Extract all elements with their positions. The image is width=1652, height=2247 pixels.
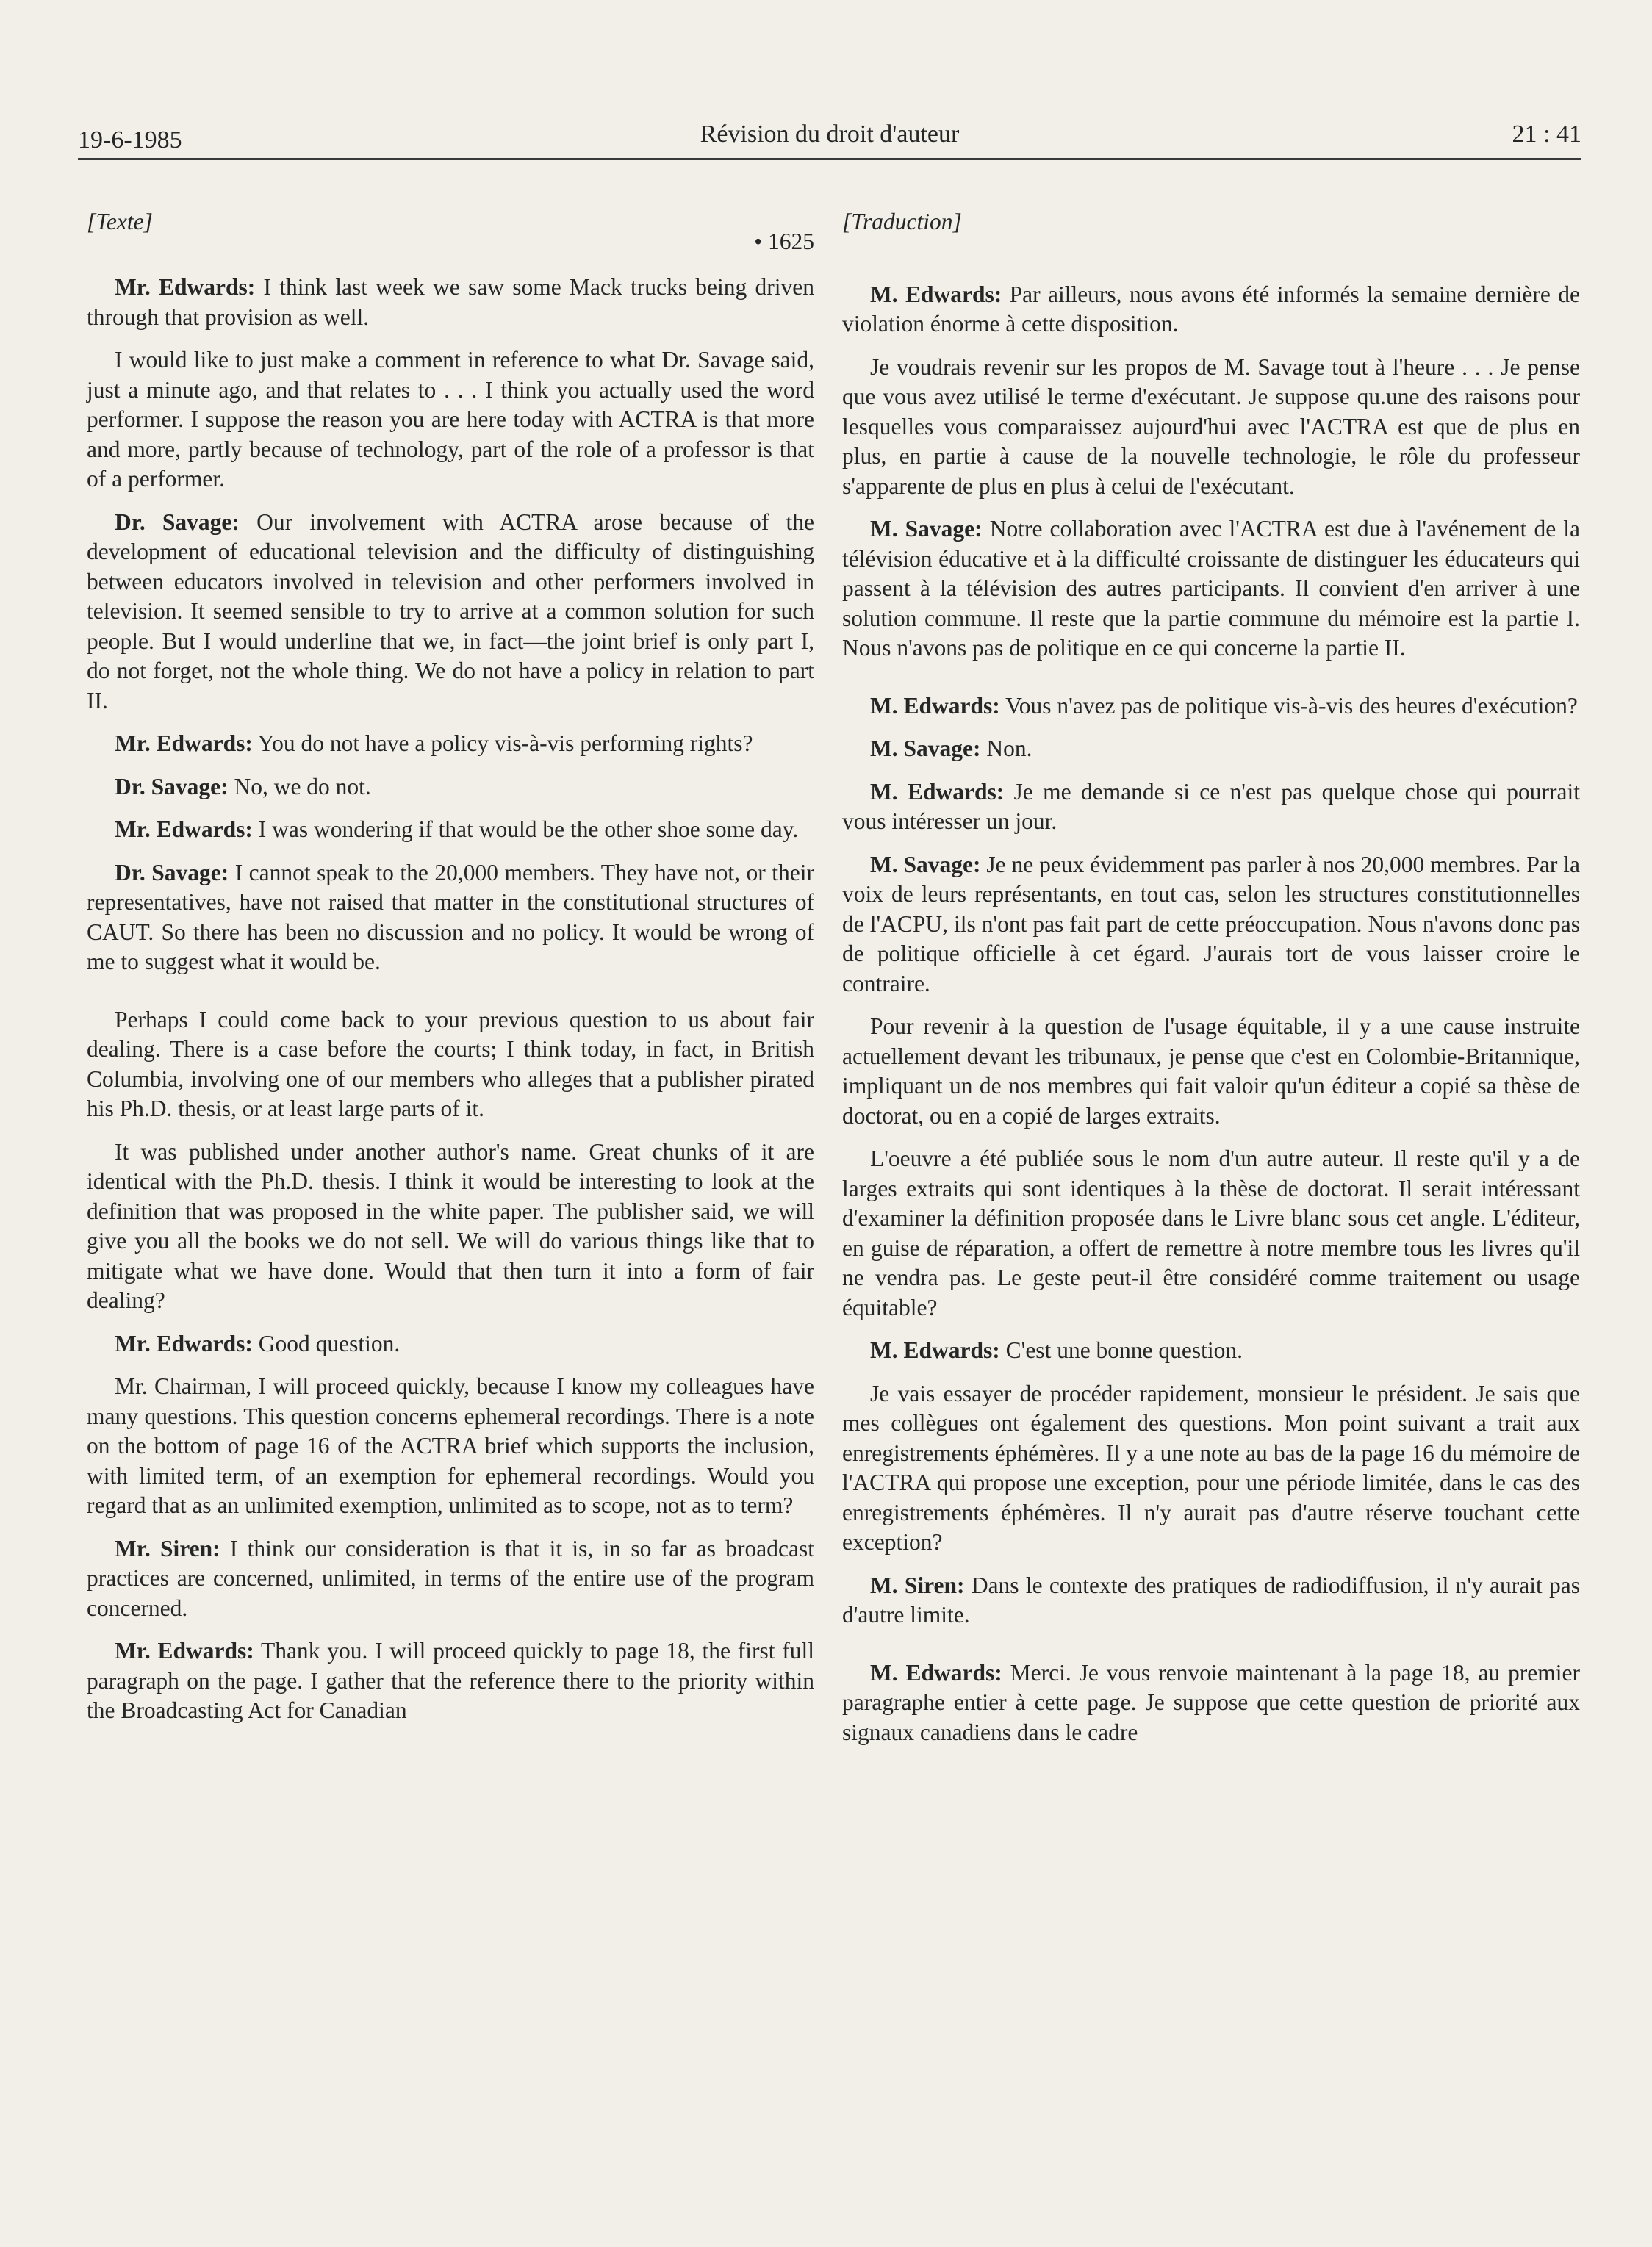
paragraph [842,353,1580,502]
paragraph-text: Good question. [252,1330,401,1356]
paragraph [87,1005,814,1124]
speaker-name: M. Edwards: [870,692,1000,719]
header-rule [78,158,1581,160]
speaker-name: M. Edwards: [870,1337,1000,1363]
paragraph-text: Pour revenir à la question de l'usage équitable, il y a une cause instruite actuellement devant les tribunaux, je pense que c'est en Colombie-Britannique, impliquant un de nos membres qui fait valoir qu'un éditeur a copié sa thèse de doctorat, ou en a copié de larges extraits. [842,1013,1580,1129]
paragraph-text: Dans le contexte des pratiques de radiodiffusion, il n'y aurait pas d'autre limite. [842,1572,1580,1628]
paragraph [87,273,814,332]
paragraph-text: It was published under another author's name. Great chunks of it are identical with the Ph.D. thesis. I think it would be interesting to look at the definition that was proposed in the white paper. The publisher said, we will give you all the books we do not sell. We will do various things like that to mitigate what we have done. Would that then turn it into a form of fair dealing? [87,1138,814,1313]
paragraph-text: I think last week we saw some Mack trucks being driven through that provision as well. [87,274,814,330]
paragraph [842,691,1580,722]
speaker-name: Mr. Edwards: [115,730,253,756]
speaker-name: M. Siren: [870,1572,965,1598]
paragraph [842,1012,1580,1131]
speaker-name: M. Savage: [870,736,981,761]
paragraph-gap [87,991,814,1005]
paragraph [842,280,1580,339]
paragraph-text: Thank you. I will proceed quickly to page 18, the first full paragraph on the page. I gather that the reference there to the priority within the Broadcasting Act for Canadian [87,1638,814,1723]
speaker-name: M. Edwards: [870,281,1002,307]
section-tag: [Traduction] [842,209,962,234]
paragraph [842,514,1580,664]
page-header [78,118,1581,159]
paragraph-text: Notre collaboration avec l'ACTRA est due à l'avénement de la télévision éducative et à la difficulté croissante de distinguer les éducateurs qui passent à la télévision des autres participants. Il convient d'en arriver à une solution commune. Il reste que la partie commune du mémoire est la partie I. Nous n'avons pas de politique en ce qui concerne la partie II. [842,516,1580,661]
speaker-name: Mr. Edwards: [115,816,253,842]
paragraph [87,729,814,759]
speaker-name: Mr. Edwards: [115,1638,254,1664]
paragraph-text: Non. [980,736,1032,761]
paragraph-text: C'est une bonne question. [999,1337,1243,1363]
speaker-name: M. Savage: [870,516,983,542]
right-column-french [842,207,1580,1761]
paragraph-text: I cannot speak to the 20,000 members. They have not, or their representatives, have not raised that matter in the constitutional structures of CAUT. So there has been no discussion and no policy. It would be wrong of me to suggest what it would be. [87,859,814,974]
paragraph [842,1144,1580,1323]
paragraph-text: Perhaps I could come back to your previous question to us about fair dealing. There is a case before the courts; I think today, in fact, in British Columbia, involving one of our members who alleges that a publisher pirated his Ph.D. thesis, or at least large parts of it. [87,1006,814,1121]
spacer [842,254,1580,280]
paragraph-text: Je ne peux évidemment pas parler à nos 20,000 membres. Par la voix de leurs représentants, en tout cas, selon les structures constitutionnelles de l'ACPU, ils n'ont pas fait part de cette préoccupation. Nous n'avons donc pas de politique officielle à cet égard. J'aurais tort de vous laisser croire le contraire. [842,851,1580,996]
timestamp: • 1625 [754,228,814,254]
paragraph-text: Mr. Chairman, I will proceed quickly, because I know my colleagues have many questions. This question concerns ephemeral recordings. There is a note on the bottom of page 16 of the ACTRA brief which supports the inclusion, with limited term, of an exemption for ephemeral recordings. Would you regard that as an unlimited exemption, unlimited as to scope, not as to term? [87,1373,814,1518]
paragraph [842,777,1580,837]
paragraph-gap [842,677,1580,691]
speaker-name: Mr. Siren: [115,1535,220,1561]
paragraph [87,1534,814,1624]
paragraph-gap [842,1644,1580,1658]
speaker-name: Dr. Savage: [115,859,229,885]
paragraph [87,508,814,716]
paragraph-text: I would like to just make a comment in reference to what Dr. Savage said, just a minute ago, and that relates to . . . I think you actually used the word performer. I suppose the reason you are here today with ACTRA is that more and more, partly because of technology, part of the role of a professor is that of a performer. [87,347,814,492]
speaker-name: Mr. Edwards: [115,274,256,300]
paragraph-text: Je vais essayer de procéder rapidement, monsieur le président. Je sais que mes collègues ont également des questions. Mon point suivant a trait aux enregistrements éphémères. Il y a une note au bas de la page 16 du mémoire de l'ACTRA qui propose une exception, pour une période limitée, dans le cas des enregistrements éphémères. Il n'y aurait pas d'autre réserve touchant cette exception? [842,1380,1580,1555]
paragraph-text: I was wondering if that would be the other shoe some day. [252,816,799,842]
paragraph [842,1571,1580,1631]
paragraph-text: Je voudrais revenir sur les propos de M. Savage tout à l'heure . . . Je pense que vous avez utilisé le terme d'exécutant. Je suppose qu.une des raisons pour lesquelles vous comparaissez aujourd'hui avec l'ACTRA est que de plus en plus, en partie à cause de la nouvelle technologie, le rôle du professeur s'apparente de plus en plus à celui de l'exécutant. [842,353,1580,499]
paragraph [842,734,1580,764]
header-date: 19-6-1985 [78,126,182,154]
paragraph [87,1372,814,1521]
paragraph-text: Vous n'avez pas de politique vis-à-vis des heures d'exécution? [999,692,1578,719]
header-page-number: 21 : 41 [1512,121,1581,148]
header-title: Révision du droit d'auteur [700,121,960,148]
paragraph-text: I think our consideration is that it is, in so far as broadcast practices are concerned, unlimited, in terms of the entire use of the program concerned. [87,1535,815,1621]
paragraph [842,850,1580,999]
paragraph-text: Je me demande si ce n'est pas quelque chose qui pourrait vous intéresser un jour. [842,778,1580,834]
paragraph [87,858,814,977]
speaker-name: M. Savage: [870,851,981,877]
speaker-name: Mr. Edwards: [115,1330,253,1356]
paragraph [87,1137,814,1316]
speaker-name: M. Edwards: [870,778,1005,805]
paragraph [87,345,814,495]
paragraph-text: Par ailleurs, nous avons été informés la semaine dernière de violation énorme à cette disposition. [842,281,1580,337]
paragraph [842,1658,1580,1748]
paragraph [87,1329,814,1359]
paragraph [842,1336,1580,1366]
speaker-name: M. Edwards: [870,1659,1002,1686]
paragraph-text: You do not have a policy vis-à-vis performing rights? [252,730,753,756]
section-tag: [Texte] [87,209,153,234]
left-column-english [87,207,814,1739]
paragraph [87,1636,814,1726]
paragraph-text: Merci. Je vous renvoie maintenant à la page 18, au premier paragraphe entier à cette page. Je suppose que cette question de priorité aux signaux canadiens dans le cadre [842,1659,1581,1745]
paragraph [87,772,814,802]
paragraph [842,1379,1580,1558]
paragraph-text: No, we do not. [228,773,371,799]
speaker-name: Dr. Savage: [115,773,229,799]
paragraph-text: L'oeuvre a été publiée sous le nom d'un autre auteur. Il reste qu'il y a de larges extraits qui sont identiques à la thèse de doctorat. Il serait intéressant d'examiner la définition proposée dans le Livre blanc sous cet angle. L'éditeur, en guise de réparation, a offert de remettre à notre membre tous les livres qu'il ne vendra pas. Le geste peut-il être considéré comme traitement ou usage équitable? [842,1146,1580,1320]
speaker-name: Dr. Savage: [115,508,240,535]
paragraph-text: Our involvement with ACTRA arose because of the development of educational television and the difficulty of distinguishing between educators involved in television and other performers involved in television. It seemed sensible to try to arrive at a common solution for such people. But I would underline that we, in fact—the joint brief is only part I, do not forget, not the whole thing. We do not have a policy in relation to part II. [87,508,814,713]
paragraph [87,815,814,845]
